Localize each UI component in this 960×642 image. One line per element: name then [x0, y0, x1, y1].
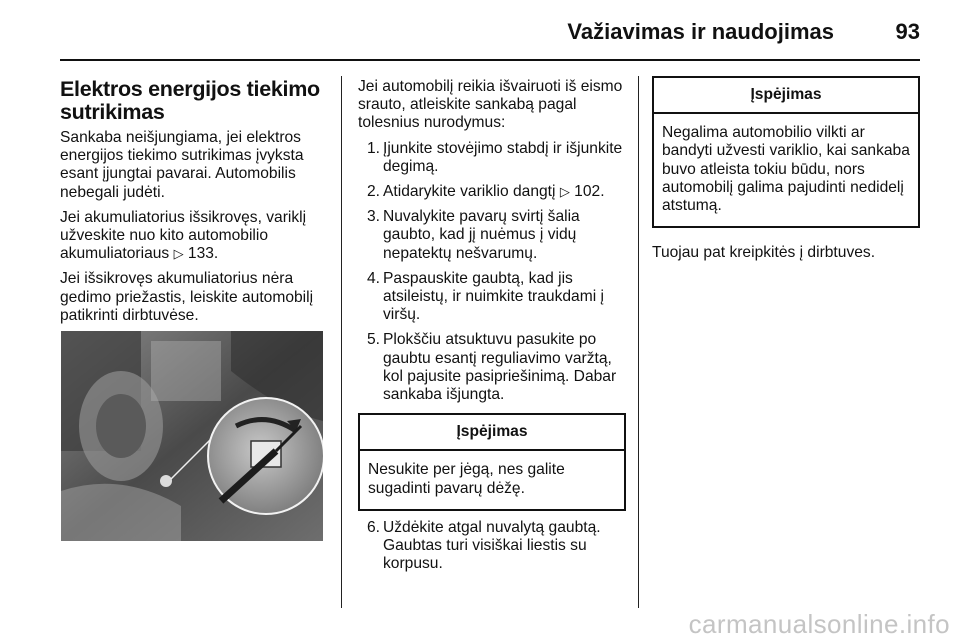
step-number: 2. [367, 183, 381, 201]
list-item [358, 519, 626, 574]
step-text: Įjunkite stovėjimo stabdį ir išjunkite degimą. [383, 139, 623, 175]
paragraph-jump-start-text: Jei akumuliatorius išsikrovęs, variklį užveskite nuo kito automobilio akumuliatoriaus [60, 208, 307, 263]
battery-page-reference: 133. [187, 245, 219, 263]
engine-gear-lever-illustration [61, 331, 323, 541]
warning-box [358, 413, 626, 511]
warning-title: Įspėjimas [360, 415, 624, 451]
page-header [60, 0, 920, 62]
step-number: 5. [367, 331, 381, 349]
paragraph-workshop: Jei išsikrovęs akumuliatorius nėra gedimo priežastis, leiskite automobilį patikrinti dirbtuvėse. [60, 270, 314, 324]
step-text: Nuvalykite pavarų svirtį šalia gaubto, kad jį nuėmus į vidų nepatektų nešvarumų. [383, 208, 580, 262]
hood-page-reference: 102. [574, 183, 605, 201]
chapter-title: Važiavimas ir naudojimas [567, 19, 834, 44]
list-item [358, 140, 626, 176]
step-text: Atidarykite variklio dangtį [383, 183, 556, 201]
engine-gear-lever-photo [61, 331, 323, 541]
steps-list-continued [358, 519, 626, 574]
workshop-note: Tuojau pat kreipkitės į dirbtuves. [652, 244, 876, 262]
watermark: carmanualsonline.info [688, 609, 950, 639]
list-item [358, 331, 626, 404]
column-left [60, 78, 328, 332]
intro-paragraph: Jei automobilį reikia išvairuoti iš eismo srauto, atleiskite sankabą pagal tolesnius nurodymus: [358, 78, 623, 132]
page-number: 93 [895, 19, 920, 44]
reference-arrow-icon: ▷ [173, 246, 184, 262]
list-item [358, 183, 626, 201]
step-number: 6. [367, 518, 381, 536]
reference-arrow-icon: ▷ [559, 184, 570, 200]
header-divider [60, 59, 920, 61]
section-heading: Elektros energijos tiekimo sutrikimas [60, 77, 320, 124]
warning-box [652, 76, 920, 228]
list-item [358, 208, 626, 263]
column-middle [358, 78, 626, 580]
list-item [358, 270, 626, 325]
column-divider-right [638, 76, 639, 608]
paragraph-clutch-not-released: Sankaba neišjungiama, jei elektros energijos tiekimo sutrikimas įvyksta esant įjungtai pavarai. Automobilis nebegali judėti. [60, 129, 304, 201]
column-right [652, 78, 920, 269]
steps-list [358, 140, 626, 405]
column-divider-left [341, 76, 342, 608]
step-number: 3. [367, 208, 381, 226]
step-text: Paspauskite gaubtą, kad jis atsileistų, ir nuimkite traukdami į viršų. [383, 269, 604, 324]
step-text: Uždėkite atgal nuvalytą gaubtą. Gaubtas turi visiškai liestis su korpusu. [383, 518, 601, 573]
step-number: 1. [367, 139, 381, 157]
step-text: Plokščiu atsuktuvu pasukite po gaubtu esantį reguliavimo varžtą, kol pajusite pasipriešinimą. Dabar sankaba išjungta. [383, 331, 617, 404]
warning-title: Įspėjimas [654, 78, 918, 114]
warning-body: Nesukite per jėgą, nes galite sugadinti pavarų dėžę. [368, 461, 565, 497]
step-number: 4. [367, 269, 381, 287]
warning-body: Negalima automobilio vilkti ar bandyti užvesti variklio, kai sankaba buvo atleista tokiu būdu, nors automobilį galima pajudinti nedidelį atstumą. [662, 124, 910, 215]
paragraph-jump-start [60, 209, 328, 264]
